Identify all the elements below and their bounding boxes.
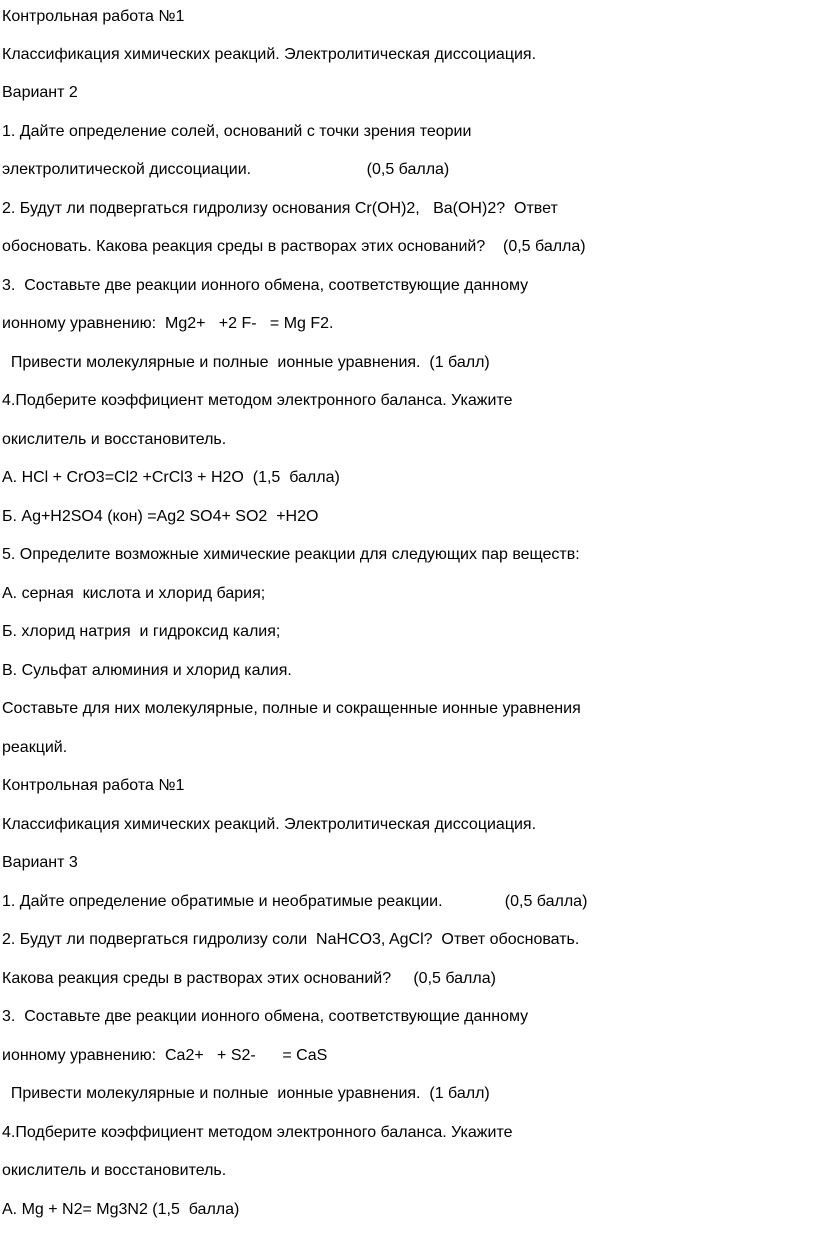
doc-subtitle: Классификация химических реакций. Электролитическая диссоциация. [2,46,537,63]
question-text: реакций. [2,739,68,756]
question-text: Привести молекулярные и полные ионные уравнения. (1 балл) [2,354,490,371]
question-text: обосновать. Какова реакция среды в растворах этих оснований? (0,5 балла) [2,238,586,255]
variant-heading: Вариант 2 [2,84,78,101]
question-text: 1. Дайте определение солей, оснований с точки зрения теории [2,123,472,140]
question-text: ионному уравнению: Mg2+ +2 F- = Mg F2. [2,315,334,332]
question-text: 2. Будут ли подвергаться гидролизу основания Cr(OH)2, Ba(OH)2? Ответ [2,200,558,217]
question-text: Какова реакция среды в растворах этих оснований? (0,5 балла) [2,970,496,987]
doc-title: Контрольная работа №1 [2,8,185,25]
question-text: Составьте для них молекулярные, полные и сокращенные ионные уравнения [2,700,581,717]
question-text: 2. Будут ли подвергаться гидролизу соли NaHCO3, AgCl? Ответ обосновать. [2,931,580,948]
question-text: 4.Подберите коэффициент методом электронного баланса. Укажите [2,1124,513,1141]
question-text: Привести молекулярные и полные ионные уравнения. (1 балл) [2,1085,490,1102]
variant-heading: Вариант 3 [2,854,78,871]
question-text: 3. Составьте две реакции ионного обмена, соответствующие данному [2,277,529,294]
pair-item: В. Сульфат алюминия и хлорид калия. [2,662,292,679]
question-text: ионному уравнению: Ca2+ + S2- = CaS [2,1047,328,1064]
question-text: окислитель и восстановитель. [2,1162,227,1179]
question-text: электролитической диссоциации. (0,5 балла) [2,161,450,178]
pair-item: А. серная кислота и хлорид бария; [2,585,266,602]
question-text: 4.Подберите коэффициент методом электронного баланса. Укажите [2,392,513,409]
question-text: 5. Определите возможные химические реакции для следующих пар веществ: [2,546,580,563]
question-text: окислитель и восстановитель. [2,431,227,448]
reaction-item: А. HCl + CrO3=Cl2 +CrCl3 + H2O (1,5 балла) [2,469,340,486]
doc-title: Контрольная работа №1 [2,777,185,794]
pair-item: Б. хлорид натрия и гидроксид калия; [2,623,281,640]
reaction-item: Б. Ag+H2SO4 (кон) =Ag2 SO4+ SO2 +H2O [2,508,319,525]
question-text: 3. Составьте две реакции ионного обмена, соответствующие данному [2,1008,529,1025]
question-text: 1. Дайте определение обратимые и необратимые реакции. (0,5 балла) [2,893,588,910]
reaction-item: А. Mg + N2= Mg3N2 (1,5 балла) [2,1201,240,1218]
doc-subtitle: Классификация химических реакций. Электролитическая диссоциация. [2,816,537,833]
